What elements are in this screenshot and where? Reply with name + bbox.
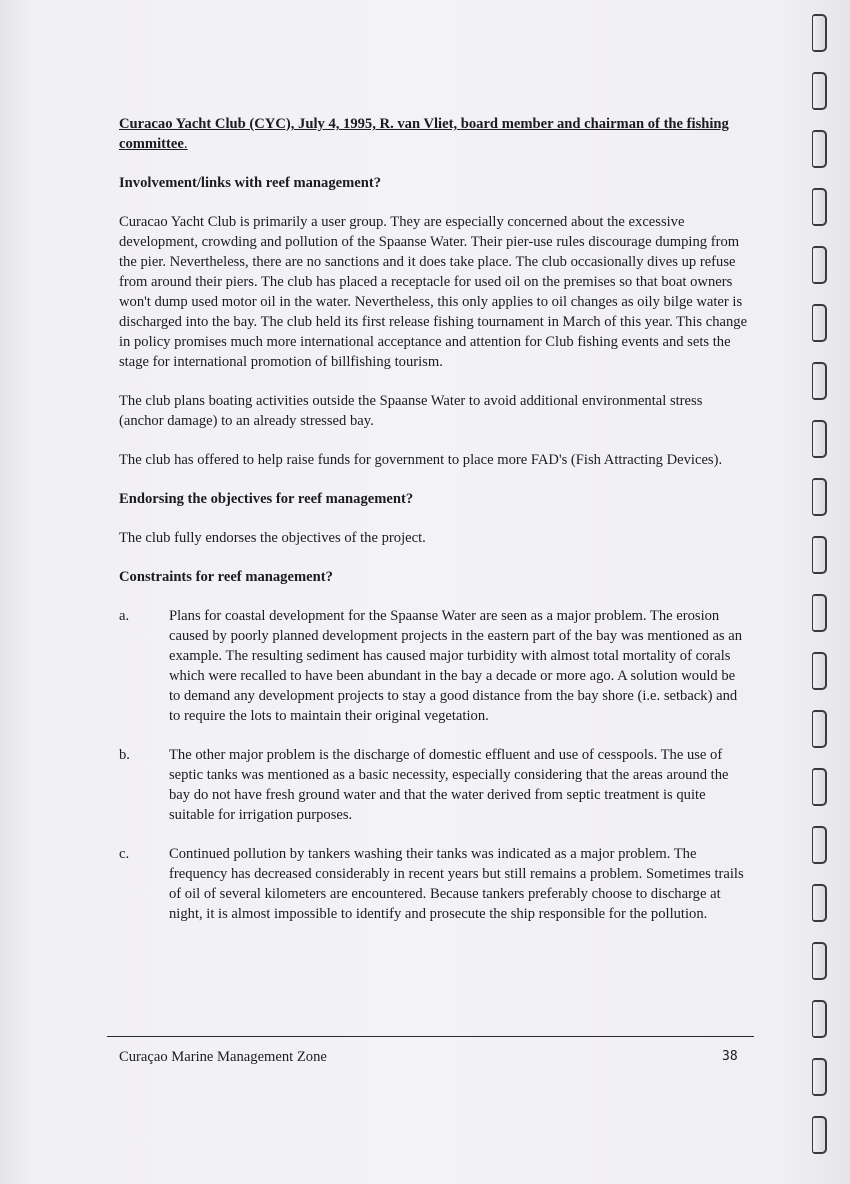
list-item-text: Continued pollution by tankers washing their tanks was indicated as a major problem. The frequency has decreased considerably in recent years but still remains a problem. Sometimes trails of oil of several kilometers are encountered. Because tankers preferably choose to discharge at night, it is almost impossible to identify and prosecute the ship responsible for the pollution.: [169, 846, 744, 922]
paragraph: The club fully endorses the objectives of the project.: [119, 530, 426, 546]
binding-ring: [812, 652, 827, 690]
binding-ring: [812, 420, 827, 458]
list-item: [119, 844, 749, 924]
footer-title: Curaçao Marine Management Zone: [119, 1049, 327, 1065]
document-title: Curacao Yacht Club (CYC), July 4, 1995, R. van Vliet, board member and chairman of the fishing committee.: [119, 116, 729, 152]
binding-ring: [812, 14, 827, 52]
list-marker: c.: [119, 846, 130, 862]
binding-ring: [812, 246, 827, 284]
binding-ring: [812, 594, 827, 632]
footer-divider: [107, 1036, 754, 1037]
binding-ring: [812, 1116, 827, 1154]
binding-ring: [812, 1058, 827, 1096]
paragraph: The club has offered to help raise funds for government to place more FAD's (Fish Attracting Devices).: [119, 452, 723, 468]
binding-ring: [812, 710, 827, 748]
binding-ring: [812, 536, 827, 574]
binding-ring: [812, 130, 827, 168]
binding-ring: [812, 72, 827, 110]
binding-ring: [812, 188, 827, 226]
list-item: [119, 606, 749, 726]
page-number: 38: [722, 1049, 738, 1064]
binding-ring: [812, 884, 827, 922]
binding-ring: [812, 478, 827, 516]
binding-ring: [812, 826, 827, 864]
list-marker: a.: [119, 608, 130, 624]
paragraph: Curacao Yacht Club is primarily a user group. They are especially concerned about the excessive development, crowding and pollution of the Spaanse Water. Their pier-use rules discourage dumping from the pier. Nevertheless, there are no sanctions and it does take place. The club occasionally dives up refuse from around their piers. The club has placed a receptacle for used oil on the premises so that boat owners won't dump used motor oil in the water. Nevertheless, this only applies to oil changes as oily bilge water is discharged into the bay. The club held its first release fishing tournament in March of this year. This change in policy promises much more international acceptance and attention for Club fishing events and sets the stage for international promotion of billfishing tourism.: [119, 214, 748, 370]
section-heading-endorsing: Endorsing the objectives for reef management?: [119, 491, 414, 507]
binding-ring: [812, 1000, 827, 1038]
page-content: [119, 114, 749, 943]
paragraph: The club plans boating activities outside the Spaanse Water to avoid additional environmental stress (anchor damage) to an already stressed bay.: [119, 393, 703, 429]
list-marker: b.: [119, 747, 130, 763]
binding-ring: [812, 942, 827, 980]
binding-ring: [812, 768, 827, 806]
section-heading-involvement: Involvement/links with reef management?: [119, 175, 381, 191]
spiral-binding: [806, 14, 836, 1174]
section-heading-constraints: Constraints for reef management?: [119, 569, 333, 585]
binding-ring: [812, 304, 827, 342]
list-item-text: The other major problem is the discharge of domestic effluent and use of cesspools. The use of septic tanks was mentioned as a basic necessity, especially considering that the areas around the bay do not have fresh ground water and that the water derived from septic treatment is quite suitable for irrigation purposes.: [169, 747, 729, 823]
binding-ring: [812, 362, 827, 400]
list-item: [119, 745, 749, 825]
list-item-text: Plans for coastal development for the Spaanse Water are seen as a major problem. The erosion caused by poorly planned development projects in the eastern part of the bay was mentioned as an example. The resulting sediment has caused major turbidity with almost total mortality of corals which were recalled to have been abundant in the bay a decade or more ago. A solution would be to demand any development projects to stay a good distance from the bay shore (i.e. setback) and to require the lots to maintain their original vegetation.: [169, 608, 743, 724]
